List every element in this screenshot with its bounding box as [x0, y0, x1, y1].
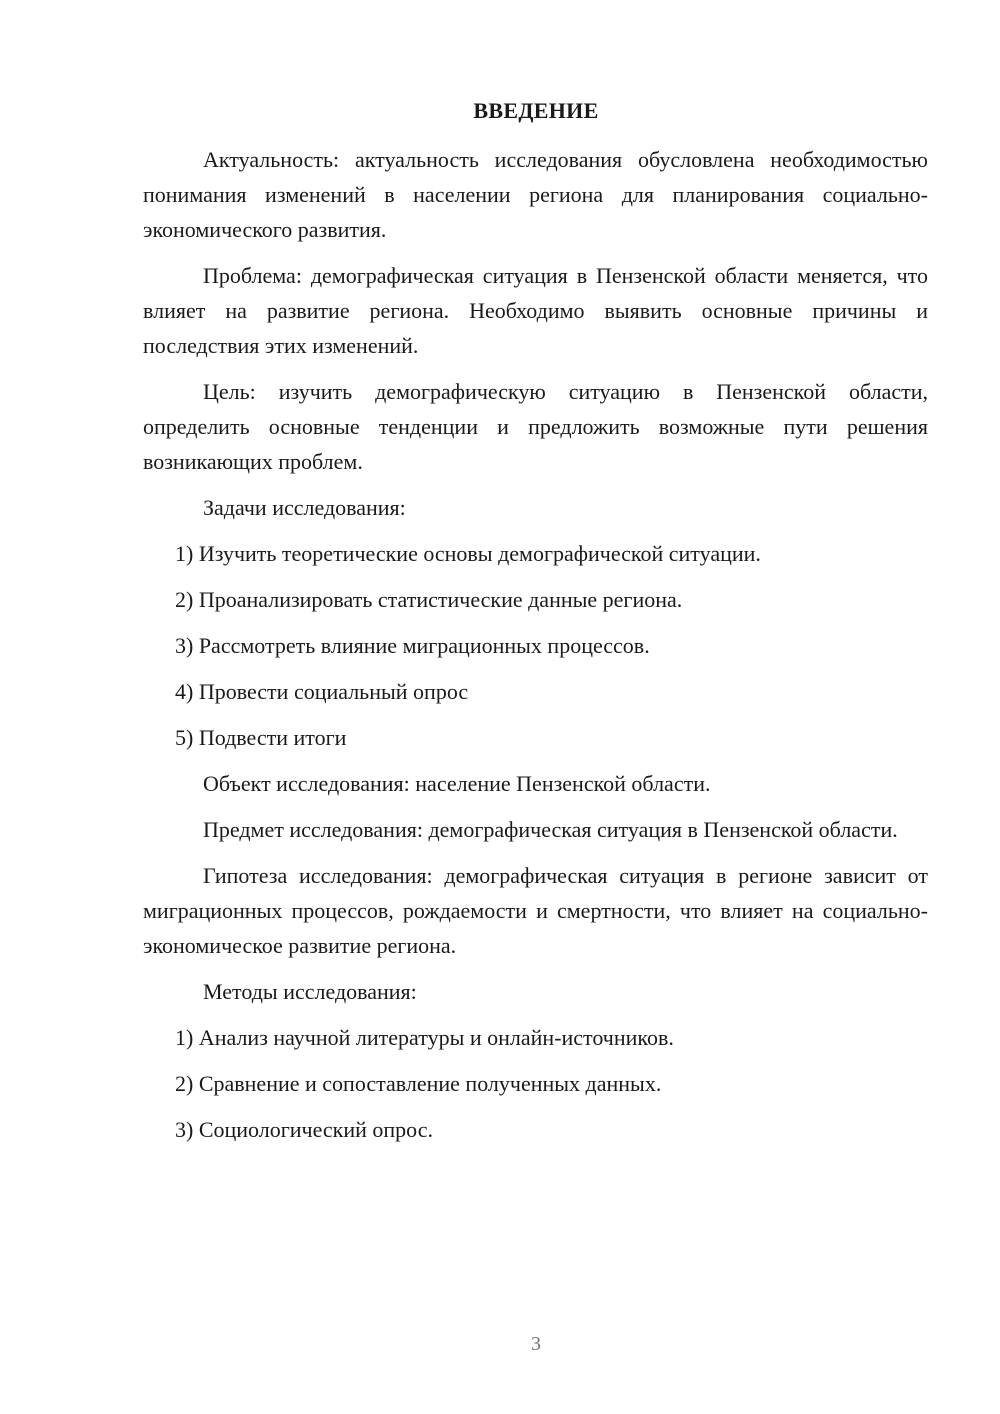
list-item-task-2: 2) Проанализировать статистические данные региона. — [175, 587, 683, 612]
list-item-task-3: 3) Рассмотреть влияние миграционных процессов. — [175, 633, 650, 658]
paragraph-problem: Проблема: демографическая ситуация в Пензенской области меняется, что влияет на развитие региона. Необходимо выявить основные причины и последствия этих изменений. — [143, 263, 928, 358]
list-item-method-1: 1) Анализ научной литературы и онлайн-источников. — [175, 1025, 674, 1050]
page-title: ВВЕДЕНИЕ — [473, 98, 599, 123]
list-item-task-4: 4) Провести социальный опрос — [175, 679, 469, 704]
paragraph-subject: Предмет исследования: демографическая ситуация в Пензенской области. — [203, 817, 898, 842]
paragraph-goal: Цель: изучить демографическую ситуацию в Пензенской области, определить основные тенденции и предложить возможные пути решения возникающих проблем. — [143, 379, 928, 474]
paragraph-relevance: Актуальность: актуальность исследования обусловлена необходимостью понимания изменений в населении региона для планирования социально-экономического развития. — [143, 147, 928, 242]
paragraph-object: Объект исследования: население Пензенской области. — [203, 771, 711, 796]
list-item-task-5: 5) Подвести итоги — [175, 725, 347, 750]
list-item-method-3: 3) Социологический опрос. — [175, 1117, 433, 1142]
paragraph-tasks-heading: Задачи исследования: — [203, 495, 406, 520]
paragraph-methods-heading: Методы исследования: — [203, 979, 417, 1004]
list-item-method-2: 2) Сравнение и сопоставление полученных данных. — [175, 1071, 662, 1096]
document-body — [143, 142, 928, 1158]
list-item-task-1: 1) Изучить теоретические основы демографической ситуации. — [175, 541, 761, 566]
page-number: 3 — [531, 1333, 541, 1355]
paragraph-hypothesis: Гипотеза исследования: демографическая ситуация в регионе зависит от миграционных процессов, рождаемости и смертности, что влияет на социально-экономическое развитие региона. — [143, 863, 928, 958]
